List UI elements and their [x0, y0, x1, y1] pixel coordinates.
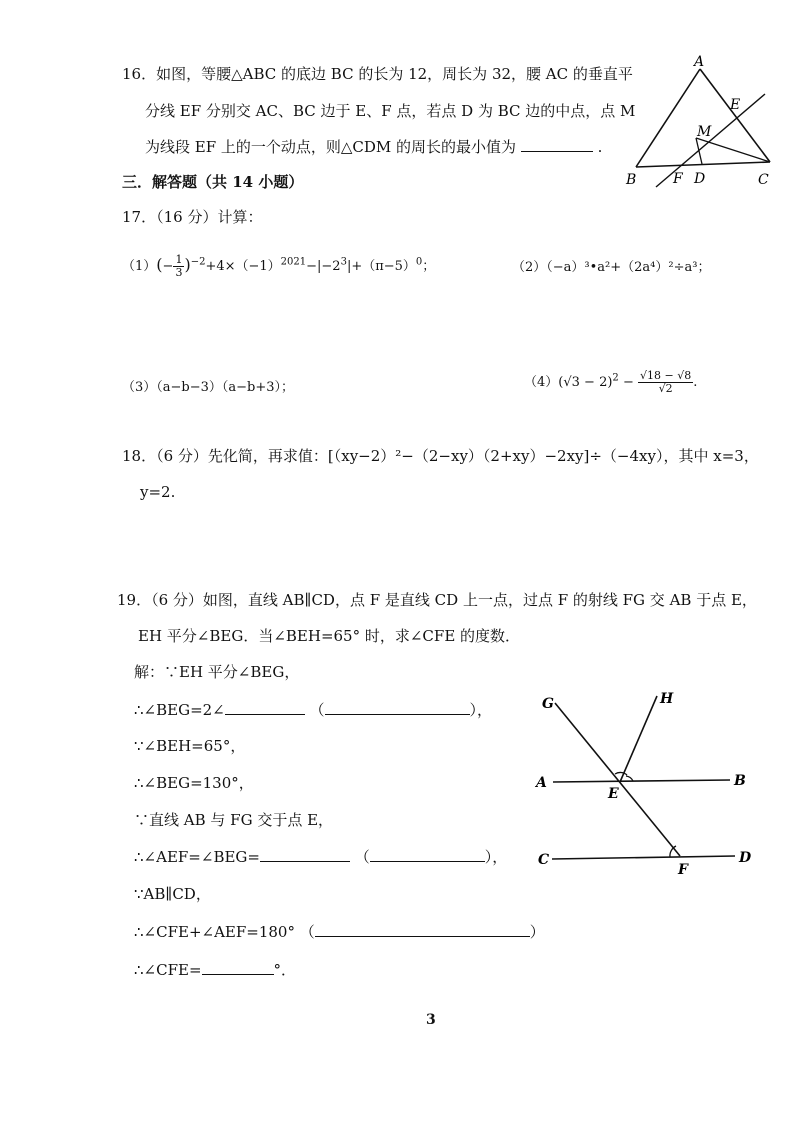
- q17-part4: [524, 370, 697, 395]
- q19-label-C: C: [538, 852, 550, 868]
- q19-solution-start: 解：∵EH 平分∠BEG，: [134, 663, 300, 681]
- q16-triangle-figure: [620, 52, 780, 192]
- q17-part1: （1）(− $\frac{1}{3}$ )$^{-2}+4\times(-1)^{2021}-|-2^3|+(\pi-5)^0$；: [122, 253, 436, 279]
- q16-label-A: A: [694, 54, 705, 70]
- q16-line3-period: .: [597, 138, 603, 156]
- q17-p1-rest-a: +4×（−1）: [205, 259, 281, 274]
- q16-label-M: M: [697, 124, 712, 140]
- q16-label-F: F: [673, 171, 683, 187]
- q19-label-H: H: [660, 691, 674, 707]
- q19-step6: ∵AB∥CD，: [134, 885, 211, 903]
- q19-step7-paren-open: （: [299, 923, 315, 941]
- q17-p1-frac-den: 3: [175, 266, 183, 279]
- q16-line3: [145, 137, 602, 157]
- q16-answer-blank[interactable]: [521, 137, 593, 152]
- q19-step5-paren-open: （: [354, 848, 370, 866]
- q17-p1-label: （1）: [122, 259, 157, 274]
- q19-step8-blank[interactable]: [202, 960, 274, 975]
- q16-label-C: C: [758, 172, 769, 188]
- q19-label-A: A: [536, 775, 547, 791]
- q17-p1-exp2: 2021: [280, 256, 307, 268]
- q18-line2: y=2.: [140, 483, 176, 501]
- q19-step7: [134, 922, 545, 942]
- page-number: 3: [426, 1012, 436, 1028]
- q19-step7-paren-close: ）: [529, 923, 545, 941]
- q19-label-E: E: [608, 786, 619, 802]
- q17-p1-fraction: [173, 254, 184, 279]
- q16-line2: 分线 EF 分别交 AC、BC 边于 E、F 点，若点 D 为 BC 边的中点，点 M: [145, 102, 636, 120]
- q19-step4: ∵直线 AB 与 FG 交于点 E，: [134, 811, 334, 829]
- q19-step2: ∵∠BEH=65°，: [134, 737, 246, 755]
- q18-line1: 18．（6 分）先化简，再求值：[（xy−2）²−（2−xy）（2+xy）−2xy]÷（−4xy），其中 x=3，: [122, 447, 759, 465]
- q19-step8-post: °．: [273, 961, 297, 979]
- q17-part3: （3）（a−b−3）（a−b+3）；: [122, 380, 295, 395]
- q17-head: 17．（16 分）计算：: [122, 208, 263, 226]
- q17-p4-end: .: [693, 375, 698, 390]
- q19-step1-blank[interactable]: [225, 700, 305, 715]
- q16-line1: 16．如图，等腰△ABC 的底边 BC 的长为 12，周长为 32，腰 AC 的垂直平: [122, 65, 633, 83]
- q19-step1-reason-blank[interactable]: [325, 700, 470, 715]
- q19-step1-text: ∴∠BEG=2∠: [134, 701, 225, 719]
- q19-label-D: D: [739, 850, 752, 866]
- q19-parallel-lines-figure: [530, 686, 760, 886]
- q16-label-D: D: [694, 171, 706, 187]
- q19-step7-text: ∴∠CFE+∠AEF=180°: [134, 923, 295, 941]
- q19-line1: 19．（6 分）如图，直线 AB∥CD，点 F 是直线 CD 上一点，过点 F 的射线 FG 交 AB 于点 E，: [117, 591, 757, 609]
- q17-p4-base: (√3 − 2): [558, 375, 613, 390]
- q17-p4-den: √2: [658, 382, 673, 395]
- q19-step8-text: ∴∠CFE=: [134, 961, 202, 979]
- q16-line3-text: 为线段 EF 上的一个动点，则△CDM 的周长的最小值为: [145, 138, 517, 156]
- q19-label-G: G: [542, 696, 554, 712]
- q19-step1: [134, 700, 492, 720]
- q19-label-F: F: [678, 862, 688, 878]
- q19-step5-text: ∴∠AEF=∠BEG=: [134, 848, 260, 866]
- q19-step7-reason-blank[interactable]: [315, 922, 530, 937]
- q19-label-B: B: [734, 773, 746, 789]
- q17-p4-num: √18 − √8: [639, 369, 692, 382]
- q17-p4-exp: 2: [612, 372, 619, 384]
- q17-p4-minus: −: [622, 375, 634, 390]
- q17-part2: （2）（−a）³•a²+（2a⁴）²÷a³；: [512, 260, 711, 275]
- q17-p1-end: ；: [422, 259, 436, 274]
- q17-p1-exp3: 3: [340, 256, 347, 268]
- q17-p1-frac-num: 1: [175, 253, 183, 266]
- q17-p1-rest-c: |+（π−5）: [346, 259, 416, 274]
- q17-p1-rest-b: −|−2: [306, 259, 341, 274]
- q19-step3: ∴∠BEG=130°，: [134, 774, 254, 792]
- q19-step5-blank[interactable]: [260, 847, 350, 862]
- q19-step5-paren-close: ），: [484, 848, 508, 866]
- q19-step5: [134, 847, 507, 867]
- q17-p1-exp4: 0: [415, 256, 423, 268]
- q19-step1-paren-close: ），: [469, 701, 493, 719]
- q19-line2: EH 平分∠BEG．当∠BEH=65° 时，求∠CFE 的度数．: [138, 627, 521, 645]
- q19-step1-paren-open: （: [309, 701, 325, 719]
- q17-p1-exp: −2: [190, 256, 206, 268]
- q16-label-E: E: [730, 97, 741, 113]
- q19-step5-reason-blank[interactable]: [370, 847, 485, 862]
- section-header: 三．解答题（共 14 小题）: [122, 173, 304, 191]
- q17-p4-fraction: [638, 370, 693, 395]
- q17-p4-label: （4）: [524, 375, 559, 390]
- q19-step8: [134, 960, 296, 980]
- q16-label-B: B: [626, 172, 637, 188]
